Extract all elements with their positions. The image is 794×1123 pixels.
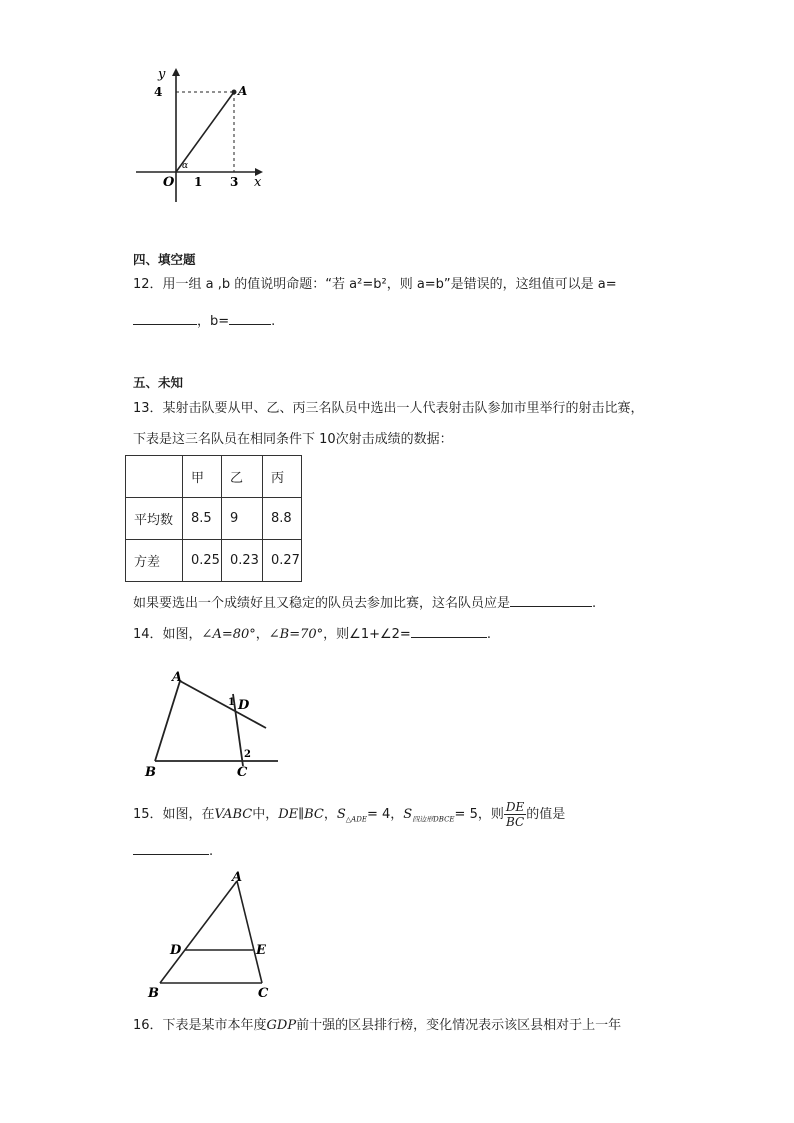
question-12-line2 [133, 310, 275, 331]
q15-comma2: ， [390, 807, 404, 822]
answer-blank-14[interactable] [411, 623, 487, 638]
side-ab [155, 681, 180, 761]
label-b: B [148, 986, 159, 1001]
y-tick-4: 4 [154, 85, 163, 99]
section-heading-5: 五、未知 [133, 375, 184, 390]
q16-prefix: 16．下表是某市本年度 [133, 1018, 267, 1033]
label-e: E [256, 943, 266, 958]
y-axis-label: y [158, 67, 166, 82]
question-12-line1: 12．用一组 a ,b 的值说明命题：“若 a²=b²，则 a=b”是错误的，这组值可以是 a= [133, 277, 617, 292]
line-ad [180, 681, 266, 728]
question-16 [133, 1017, 621, 1035]
q15-tail: 的值是 [526, 807, 566, 822]
q13-prompt: 如果要选出一个成绩好且又稳定的队员去参加比赛，这名队员应是 [133, 596, 511, 611]
x-tick-1: 1 [194, 175, 203, 189]
table-header-cell: 丙 [263, 456, 302, 498]
label-angle-2: 2 [244, 749, 251, 760]
q15-comma1: ， [323, 807, 337, 822]
x-axis-label: x [254, 175, 262, 190]
figure-14 [140, 665, 290, 780]
q15-mid: 中， [252, 807, 279, 822]
label-a: A [172, 670, 183, 685]
section-heading-4: 四、填空题 [133, 252, 196, 267]
label-b: B [145, 765, 156, 780]
table-row [126, 540, 302, 582]
table-cell: 9 [222, 498, 263, 540]
question-14 [133, 623, 491, 644]
q12-b-label: ，b= [197, 314, 230, 329]
answer-blank-b[interactable] [229, 310, 271, 325]
q15-s-ade-val: = 4 [366, 807, 391, 822]
label-angle-1: 1 [228, 697, 235, 708]
origin-label: O [163, 175, 175, 190]
q15-ze: ，则 [477, 807, 504, 822]
angle-alpha-label: α [182, 161, 189, 171]
table-cell: 0.25 [183, 540, 222, 582]
q14-angle-a: ∠A=80° [201, 627, 256, 642]
q16-suffix: 前十强的区县排行榜，变化情况表示该区县相对于上一年 [296, 1018, 622, 1033]
answer-blank-a[interactable] [133, 310, 197, 325]
coordinate-figure [130, 62, 270, 207]
q15-s-dbce: S [403, 807, 413, 822]
label-a: A [232, 870, 243, 885]
table-cell: 方差 [126, 540, 183, 582]
q15-s-ade: S [336, 807, 346, 822]
segment-oa [176, 92, 234, 172]
q14-period: . [486, 627, 491, 642]
scores-table [125, 455, 302, 582]
point-a-label: A [238, 84, 248, 98]
answer-blank-13[interactable] [510, 592, 592, 607]
table-header-cell: 甲 [183, 456, 222, 498]
q14-angle-b: ∠B=70° [268, 627, 324, 642]
q15-s-ade-sub: △ADE [345, 815, 367, 824]
x-tick-3: 3 [230, 175, 239, 189]
q15-parallel: DE∥BC [278, 807, 324, 822]
q15-frac-den: BC [505, 815, 525, 829]
table-cell: 0.27 [263, 540, 302, 582]
table-cell: 平均数 [126, 498, 183, 540]
q13-period: . [592, 596, 597, 611]
label-c: C [237, 765, 248, 780]
table-cell: 8.8 [263, 498, 302, 540]
question-13-answer-line [133, 592, 596, 613]
q15-s-dbce-val: = 5 [454, 807, 478, 822]
label-d: D [238, 698, 250, 713]
table-cell: 0.23 [222, 540, 263, 582]
table-header-cell: 乙 [222, 456, 263, 498]
side-ac [237, 881, 262, 983]
q15-period: . [209, 844, 214, 859]
q15-fraction [504, 800, 526, 829]
q15-triangle: VABC [214, 807, 253, 822]
q14-suffix: ，则∠1+∠2= [323, 627, 411, 642]
table-header-cell [126, 456, 183, 498]
question-13-line2: 下表是这三名队员在相同条件下 10次射击成绩的数据： [133, 432, 453, 447]
q14-prefix: 14．如图， [133, 627, 202, 642]
q16-gdp: GDP [266, 1018, 297, 1033]
label-d: D [170, 943, 182, 958]
q15-s-dbce-sub: 四边形DBCE [412, 815, 455, 824]
question-13-line1: 13．某射击队要从甲、乙、丙三名队员中选出一人代表射击队参加市里举行的射击比赛， [133, 401, 644, 416]
label-c: C [258, 986, 269, 1001]
q12-period: . [271, 314, 276, 329]
question-15-answer-line [133, 840, 213, 861]
table-cell: 8.5 [183, 498, 222, 540]
question-15 [133, 800, 565, 835]
y-axis-arrow [172, 68, 180, 76]
q15-prefix: 15．如图，在 [133, 807, 215, 822]
side-ab [160, 881, 237, 983]
q15-frac-num: DE [505, 800, 525, 814]
table-row [126, 498, 302, 540]
q14-sep: ， [255, 627, 269, 642]
figure-15 [140, 865, 290, 1005]
answer-blank-15[interactable] [133, 840, 209, 855]
table-header-row [126, 456, 302, 498]
